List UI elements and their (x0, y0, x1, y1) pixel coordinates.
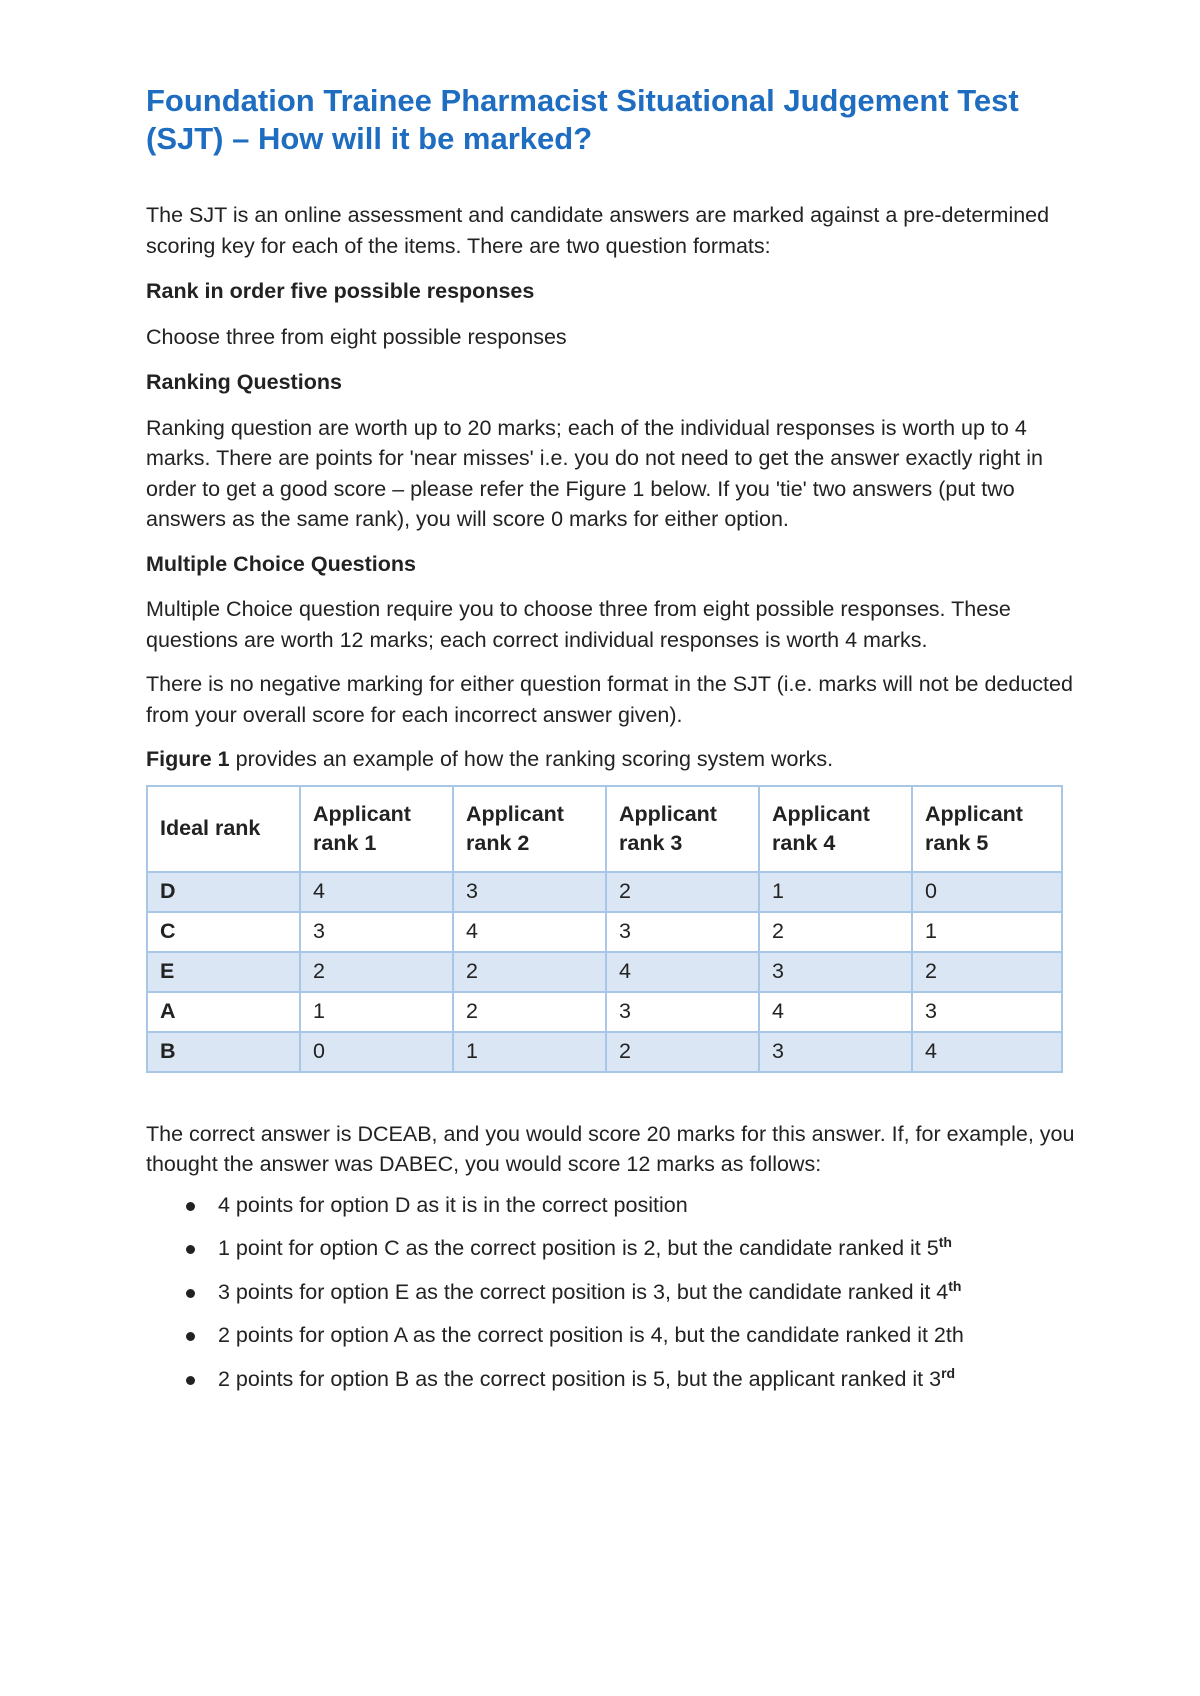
table-cell: 1 (453, 1032, 606, 1072)
table-cell: 1 (759, 872, 912, 912)
bullet-icon (186, 1332, 195, 1341)
table-header-cell: Applicant rank 3 (606, 786, 759, 872)
ranking-score-table (146, 785, 1063, 1073)
table-header-cell: Applicant rank 5 (912, 786, 1062, 872)
table-cell: 2 (606, 1032, 759, 1072)
list-item (146, 1233, 1076, 1263)
table-cell: 0 (300, 1032, 453, 1072)
table-cell: 3 (300, 912, 453, 952)
bullet-icon (186, 1202, 195, 1211)
list-item-ordinal: rd (941, 1364, 956, 1381)
table-cell: 2 (453, 992, 606, 1032)
table-cell: C (147, 912, 300, 952)
table-header-cell: Applicant rank 4 (759, 786, 912, 872)
table-cell: E (147, 952, 300, 992)
table-header-cell: Applicant rank 1 (300, 786, 453, 872)
list-item (146, 1364, 1076, 1394)
ranking-heading: Ranking Questions (146, 370, 342, 394)
list-item-text: 4 points for option D as it is in the correct position (218, 1192, 688, 1217)
table-cell: 2 (912, 952, 1062, 992)
format-2-label: Choose three from eight possible responses (146, 324, 567, 349)
example-paragraph: The correct answer is DCEAB, and you would score 20 marks for this answer. If, for example, you thought the answer was DABEC, you would score 12 marks as follows: (146, 1121, 1075, 1176)
table-cell: 3 (759, 1032, 912, 1072)
table-header-cell: Ideal rank (147, 786, 300, 872)
figure-caption-text: provides an example of how the ranking scoring system works. (229, 747, 834, 771)
table-cell: 1 (912, 912, 1062, 952)
list-item-text: 2 points for option A as the correct position is 4, but the candidate ranked it 2th (218, 1323, 964, 1347)
table-cell: 4 (453, 912, 606, 952)
figure-caption (146, 744, 1076, 775)
table-cell: 4 (606, 952, 759, 992)
table-cell: 2 (453, 952, 606, 992)
table-row (147, 992, 1062, 1032)
table-cell: 3 (453, 872, 606, 912)
table-row (147, 912, 1062, 952)
bullet-icon (186, 1289, 195, 1298)
table-cell: 1 (300, 992, 453, 1032)
list-item-text: 2 points for option B as the correct position is 5, but the applicant ranked it 3 (218, 1366, 942, 1391)
table-row (147, 872, 1062, 912)
ranking-body: Ranking question are worth up to 20 marks; each of the individual responses is worth up to 4 marks. There are points for 'near misses' i.e. you do not need to get the answer exactly right in order to get a good score – please refer the Figure 1 below. If you 'tie' two answers (put two answers as the same rank), you will score 0 marks for either option. (146, 415, 1043, 531)
list-item-text: 1 point for option C as the correct position is 2, but the candidate ranked it 5 (218, 1236, 939, 1260)
bullet-icon (186, 1245, 195, 1254)
table-cell: 2 (606, 872, 759, 912)
table-cell: 2 (759, 912, 912, 952)
table-cell: 3 (606, 992, 759, 1032)
list-item-ordinal: th (938, 1233, 952, 1250)
table-cell: 0 (912, 872, 1062, 912)
scoring-list (146, 1190, 1076, 1394)
table-cell: 4 (912, 1032, 1062, 1072)
page-title: Foundation Trainee Pharmacist Situational Judgement Test (SJT) – How will it be marked? (146, 83, 1019, 156)
table-cell: 3 (606, 912, 759, 952)
table-cell: 4 (300, 872, 453, 912)
list-item-ordinal: th (948, 1277, 962, 1294)
table-cell: B (147, 1032, 300, 1072)
table-cell: 3 (759, 952, 912, 992)
negative-marking-paragraph: There is no negative marking for either question format in the SJT (i.e. marks will not be deducted from your overall score for each incorrect answer given). (146, 672, 1073, 727)
bullet-icon (186, 1376, 195, 1385)
document-content (146, 82, 1076, 1407)
mcq-heading: Multiple Choice Questions (146, 551, 416, 576)
table-header-row (147, 786, 1062, 872)
mcq-body: Multiple Choice question require you to choose three from eight possible responses. These questions are worth 12 marks; each correct individual responses is worth 4 marks. (146, 597, 1011, 652)
table-header-cell: Applicant rank 2 (453, 786, 606, 872)
list-item (146, 1190, 1076, 1220)
list-item (146, 1277, 1076, 1307)
figure-label: Figure 1 (146, 747, 230, 771)
intro-paragraph: The SJT is an online assessment and candidate answers are marked against a pre-determined scoring key for each of the items. There are two question formats: (146, 203, 1050, 258)
list-item (146, 1320, 1076, 1350)
table-cell: 3 (912, 992, 1062, 1032)
table-row (147, 952, 1062, 992)
list-item-text: 3 points for option E as the correct position is 3, but the candidate ranked it 4 (218, 1279, 949, 1304)
format-1-label: Rank in order five possible responses (146, 279, 535, 303)
table-row (147, 1032, 1062, 1072)
table-cell: 4 (759, 992, 912, 1032)
table-cell: A (147, 992, 300, 1032)
table-cell: 2 (300, 952, 453, 992)
table-cell: D (147, 872, 300, 912)
